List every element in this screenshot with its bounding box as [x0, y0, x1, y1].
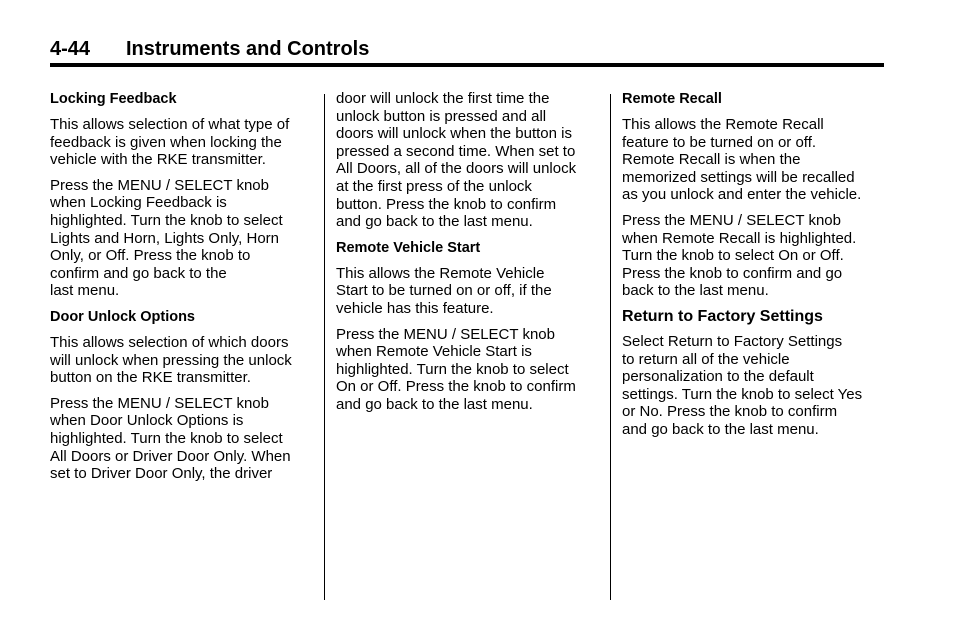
- text-line: This allows the Remote Vehicle: [336, 264, 545, 282]
- text-line: will unlock when pressing the unlock: [50, 351, 292, 369]
- body-paragraph: [50, 116, 312, 169]
- text-line: when Locking Feedback is: [50, 194, 227, 212]
- text-line: door will unlock the first time the: [336, 90, 550, 107]
- text-line: Lights and Horn, Lights Only, Horn: [50, 229, 280, 247]
- text-line: when Remote Vehicle Start is: [336, 343, 532, 361]
- text-line: confirm and go back to the: [50, 264, 227, 282]
- text-line: when Remote Recall is highlighted.: [622, 229, 857, 247]
- text-line: Remote Recall is when the: [622, 151, 801, 169]
- text-line: as you unlock and enter the vehicle.: [622, 186, 862, 204]
- text-line: last menu.: [50, 282, 120, 300]
- body-paragraph: [50, 334, 312, 387]
- section-heading: Locking Feedback: [50, 91, 177, 107]
- text-line: vehicle has this feature.: [336, 299, 494, 317]
- text-line: vehicle with the RKE transmitter.: [50, 151, 266, 169]
- body-paragraph: [50, 395, 312, 483]
- text-line: highlighted. Turn the knob to select: [50, 211, 283, 229]
- text-line: and go back to the last menu.: [336, 395, 533, 413]
- text-line: highlighted. Turn the knob to select: [50, 429, 283, 447]
- text-line: when Door Unlock Options is: [50, 412, 244, 430]
- text-line: Press the MENU / SELECT knob: [50, 394, 269, 412]
- section-heading: Door Unlock Options: [50, 308, 195, 325]
- text-line: Press the knob to confirm and go: [622, 264, 843, 282]
- text-line: at the first press of the unlock: [336, 177, 532, 195]
- text-line: button on the RKE transmitter.: [50, 369, 251, 387]
- column-2: [336, 90, 598, 422]
- body-paragraph: [622, 333, 884, 439]
- text-line: and go back to the last menu.: [336, 213, 533, 231]
- text-line: pressed a second time. When set to: [336, 142, 576, 160]
- text-line: highlighted. Turn the knob to select: [336, 360, 569, 378]
- body-paragraph: [336, 265, 598, 318]
- body-paragraph: [622, 212, 884, 300]
- text-line: settings. Turn the knob to select Yes: [622, 385, 863, 403]
- text-line: button. Press the knob to confirm: [336, 195, 557, 213]
- page-number: 4-44: [50, 38, 91, 60]
- text-line: doors will unlock when the button is: [336, 125, 572, 143]
- text-line: Select Return to Factory Settings: [622, 332, 843, 350]
- text-line: or No. Press the knob to confirm: [622, 403, 838, 421]
- text-line: Turn the knob to select On or Off.: [622, 247, 844, 265]
- text-line: Only, or Off. Press the knob to: [50, 247, 251, 265]
- text-line: This allows selection of which doors: [50, 333, 289, 351]
- text-line: to return all of the vehicle: [622, 350, 790, 368]
- text-line: set to Driver Door Only, the driver: [50, 465, 273, 483]
- body-paragraph: [336, 90, 598, 231]
- header-rule: [50, 63, 884, 67]
- column-divider-1: [324, 94, 325, 600]
- body-paragraph: [50, 177, 312, 300]
- text-line: Start to be turned on or off, if the: [336, 282, 552, 300]
- section-heading: Remote Vehicle Start: [336, 239, 481, 256]
- text-line: This allows the Remote Recall: [622, 116, 824, 133]
- column-3: [622, 90, 884, 447]
- text-line: Press the MENU / SELECT knob: [622, 211, 841, 229]
- section-heading: Remote Recall: [622, 91, 722, 107]
- text-line: feature to be turned on or off.: [622, 133, 817, 151]
- body-paragraph: [336, 326, 598, 414]
- text-line: All Doors, all of the doors will unlock: [336, 160, 577, 178]
- column-1: [50, 90, 312, 491]
- text-line: Press the MENU / SELECT knob: [336, 325, 555, 343]
- text-line: This allows selection of what type of: [50, 116, 290, 133]
- text-line: On or Off. Press the knob to confirm: [336, 378, 576, 396]
- text-line: back to the last menu.: [622, 282, 769, 300]
- text-line: Press the MENU / SELECT knob: [50, 176, 269, 194]
- column-divider-2: [610, 94, 611, 600]
- page-header: [50, 38, 884, 64]
- text-line: All Doors or Driver Door Only. When: [50, 447, 291, 465]
- body-paragraph: [622, 116, 884, 204]
- text-line: unlock button is pressed and all: [336, 107, 547, 125]
- section-title: Instruments and Controls: [126, 38, 370, 60]
- text-line: and go back to the last menu.: [622, 420, 819, 438]
- section-heading: Return to Factory Settings: [622, 307, 823, 325]
- text-line: memorized settings will be recalled: [622, 168, 855, 186]
- text-line: feedback is given when locking the: [50, 133, 282, 151]
- text-line: personalization to the default: [622, 368, 814, 386]
